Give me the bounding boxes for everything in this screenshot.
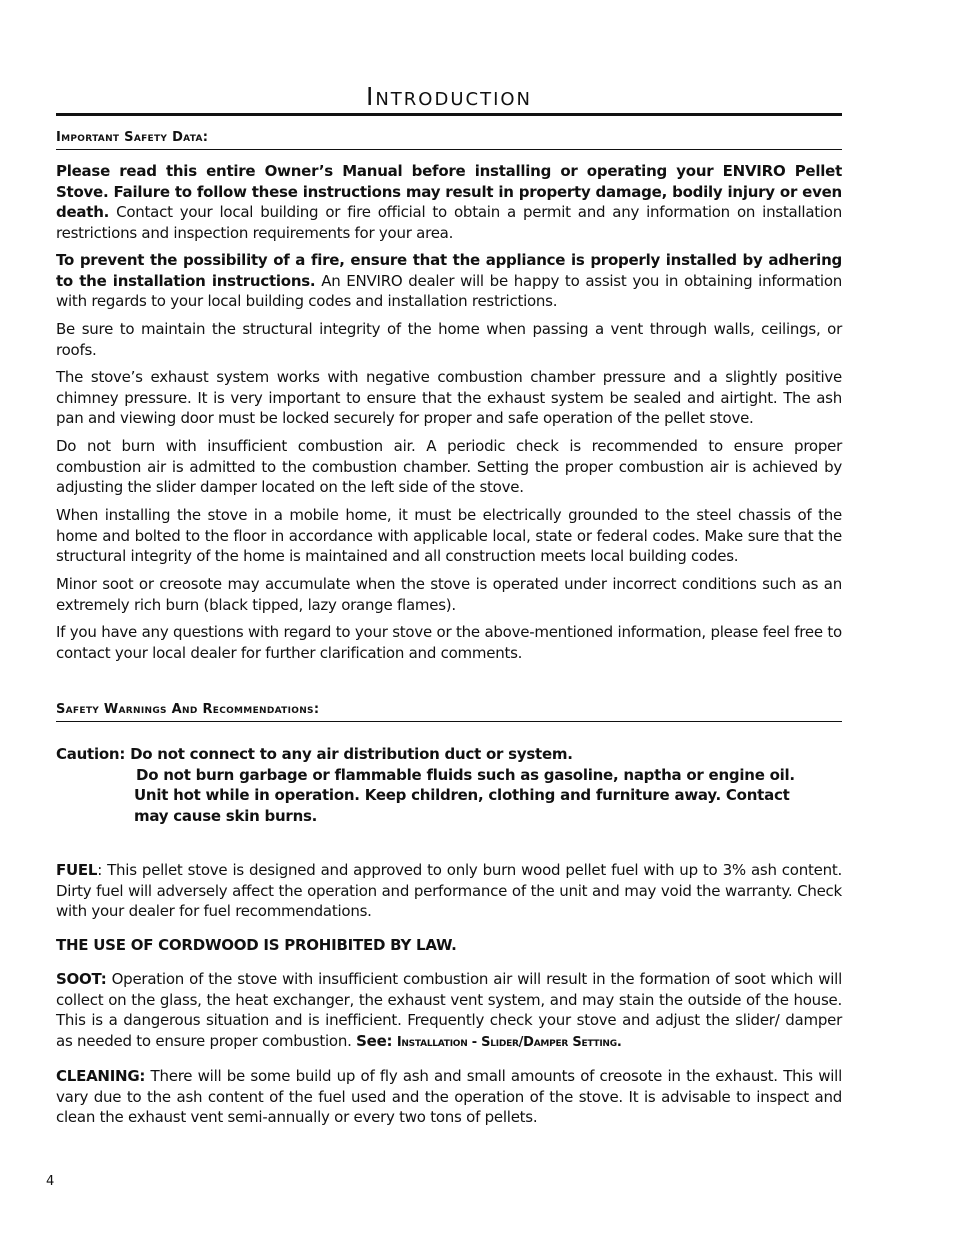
paragraph-mobile-home: When installing the stove in a mobile home, it must be electrically grounded to the steel chassis of the home and bolted to the floor in accordance with applicable local, state or federal codes. Make sure that the structural integrity of the home is maintained and all construction meets local building codes. [56,506,842,566]
paragraph-fire-prevention: To prevent the possibility of a fire, ensure that the appliance is properly installed by adhering to the installation instructions. An ENVIRO dealer will be happy to assist you in obtaining information with regards to your local building codes and installation restrictions. [56,251,843,311]
paragraph-structural-integrity: Be sure to maintain the structural integrity of the home when passing a vent through walls, ceilings, or roofs. [56,320,842,359]
paragraph-soot: SOOT: Operation of the stove with insufficient combustion air will result in the formation of soot which will collect on the glass, the heat exchanger, the exhaust vent system, and may stain the outside of the house. This is a dangerous situation and is inefficient. Frequently check your stove and adjust the slider/ damper as needed to ensure proper combustion. See: Installation - Slider/Damper Setting. [56,970,842,1051]
caution-block [56,744,842,827]
paragraph-cleaning: CLEANING: There will be some build up of fly ash and small amounts of creosote in the exhaust. This will vary due to the ash content of the fuel used and the operation of the stove. It is advisable to inspect and clean the exhaust vent semi-annually or every two tons of pellets. [56,1067,842,1127]
caution-line: may cause skin burns. [134,807,318,826]
section-divider [56,721,842,722]
caution-line: Caution: Do not connect to any air distribution duct or system. [56,745,573,763]
paragraph-soot-creosote: Minor soot or creosote may accumulate when the stove is operated under incorrect conditions such as an extremely rich burn (black tipped, lazy orange flames). [56,575,842,614]
paragraph-read-manual: Please read this entire Owner’s Manual before installing or operating your ENVIRO Pellet Stove. Failure to follow these instructions may result in property damage, bodily injury or even death. Contact your local building or fire official to obtain a permit and any information on installation restrictions and inspection requirements for your area. [56,162,842,243]
paragraph-combustion-air: Do not burn with insufficient combustion air. A periodic check is recommended to ensure proper combustion air is admitted to the combustion chamber. Setting the proper combustion air is achieved by adjusting the slider damper located on the left side of the stove. [56,437,842,497]
cross-reference: Installation - Slider/Damper Setting. [396,1035,622,1051]
paragraph-cordwood: THE USE OF CORDWOOD IS PROHIBITED BY LAW. [56,936,457,954]
caution-line: Do not burn garbage or flammable fluids such as gasoline, naptha or engine oil. [136,765,795,784]
title-divider [56,113,842,116]
section-divider [56,149,842,150]
page-title: Introduction [365,82,533,111]
paragraph-fuel: FUEL: This pellet stove is designed and approved to only burn wood pellet fuel with up to 3% ash content. Dirty fuel will adversely affect the operation and performance of the unit and may void the warranty. Check with your dealer for fuel recommendations. [56,861,842,921]
section-heading-safety-data: Important Safety Data: [56,130,209,145]
paragraph-questions: If you have any questions with regard to your stove or the above-mentioned information, please feel free to contact your local dealer for further clarification and comments. [56,623,842,662]
page-number: 4 [46,1174,55,1189]
caution-line: Unit hot while in operation. Keep children, clothing and furniture away. Contact [134,786,790,805]
section-heading-warnings: Safety Warnings And Recommendations: [56,702,320,717]
paragraph-exhaust-system: The stove’s exhaust system works with negative combustion chamber pressure and a slightly positive chimney pressure. It is very important to ensure that the exhaust system be sealed and airtight. The ash pan and viewing door must be locked securely for proper and safe operation of the pellet stove. [56,368,842,428]
